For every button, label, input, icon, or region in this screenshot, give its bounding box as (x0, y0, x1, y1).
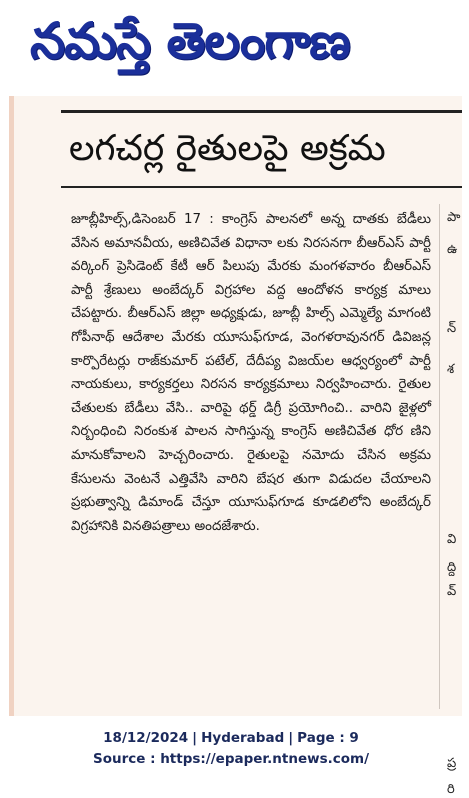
headline-rule-bottom (61, 186, 462, 188)
adjacent-column (447, 204, 462, 797)
footer-meta (0, 728, 462, 749)
article-body: జూబ్లీహిల్స్,డిసెంబర్ 17 : కాంగ్రెస్ పాలనలో అన్న దాతకు బేడీలు వేసిన అమానవీయ, అణిచివేత విధానా లకు నిరసనగా బీఆర్ఎస్ పార్టీ వర్కింగ్ ప్రెసిడెంట్ కేటీ ఆర్ పిలుపు మేరకు మంగళవారం బీఆర్ఎస్ పార్టీ శ్రేణులు అంబేద్కర్ విగ్రహాల వద్ద ఆందోళన కార్యక్ర మాలు చేపట్టారు. బీఆర్ఎస్ జిల్లా అధ్యక్షుడు, జూబ్లీ హిల్స్ ఎమ్మెల్యే మాగంటి గోపీనాథ్ ఆదేశాల మేరకు యూసుఫ్‌గూడ, వెంగళరావునగర్ డివిజన్ల కార్పొరేటర్లు రాజ్‌కుమార్ పటేల్, దేదీప్య విజయ్‌ల ఆధ్వర్యంలో పార్టీ నాయకులు, కార్యకర్తలు నిరసన కార్యక్రమాలు నిర్వహించారు. రైతుల చేతులకు బేడీలు వేసి.. వారిపై థర్డ్ డిగ్రీ ప్రయోగించి.. వారిని జైళ్లలో నిర్బంధించి నిరంకుశ పాలన సాగిస్తున్న కాంగ్రెస్ అణిచివేత ధోర ణిని మానుకోవాలని హెచ్చరించారు. రైతులపై నమోదు చేసిన అక్రమ కేసులను వెంటనే ఎత్తివేసి వారిని బేషర తుగా విడుదల చేయాలని ప్రభుత్వాన్ని డిమాండ్ చేస్తూ యూసుఫ్‌గూడ కూడలిలోని అంబేద్కర్ విగ్రహానికి వినతిపత్రాలు అందజేశారు. (71, 212, 431, 534)
article-headline: లగచర్ల రైతులపై అక్రమ (69, 128, 386, 169)
edition-date: 18/12/2024 (103, 730, 189, 746)
adjacent-fragment: ఉ (447, 242, 458, 257)
footer-separator: | (192, 730, 198, 746)
page-footer (0, 728, 462, 778)
adjacent-fragment: వ్ (447, 584, 457, 599)
masthead (0, 0, 462, 84)
column-divider (439, 204, 440, 709)
adjacent-fragment: పా (447, 210, 461, 225)
adjacent-fragment: రి (447, 782, 455, 797)
newspaper-logo: నమస్తే తెలంగాణ (30, 12, 350, 70)
adjacent-fragment: ద్ది (447, 560, 457, 575)
footer-separator: | (288, 730, 294, 746)
edition-page: Page : 9 (297, 730, 359, 746)
adjacent-fragment: ప్ర (447, 756, 457, 771)
adjacent-fragment: వి (447, 532, 457, 547)
edition-city: Hyderabad (201, 730, 285, 746)
adjacent-fragment: శ (447, 362, 455, 377)
adjacent-fragment: న్ (447, 321, 457, 336)
source-link[interactable]: Source : https://epaper.ntnews.com/ (92, 751, 370, 767)
clipping-edge (9, 96, 14, 716)
headline-rule-top (61, 110, 462, 113)
